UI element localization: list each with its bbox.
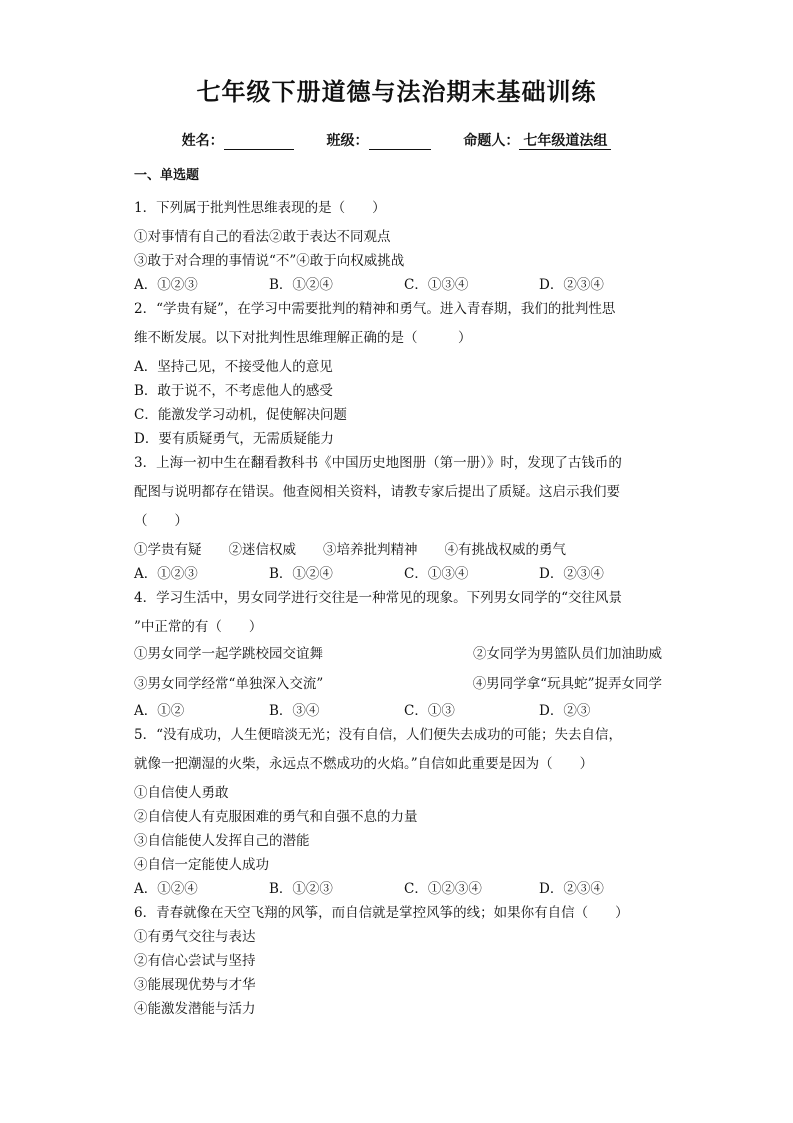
- question-5-statement: ④自信一定能使人成功: [134, 857, 269, 873]
- question-6-statement: ①有勇气交往与表达: [134, 929, 256, 945]
- question-3-options: [134, 562, 674, 586]
- question-2-stem: 维不断发展。以下对批判性思维理解正确的是（ ）: [134, 330, 472, 346]
- question-1-options: [134, 273, 674, 297]
- option-a: A．①②③: [134, 566, 198, 582]
- name-label: 姓名：: [181, 133, 224, 149]
- option-b: B．①②④: [269, 277, 333, 293]
- class-blank: [369, 135, 431, 150]
- statement-3: ③男女同学经常“单独深入交流”: [134, 676, 324, 692]
- option-a: A．①②③: [134, 277, 198, 293]
- name-field: [182, 130, 294, 150]
- header-fields: [0, 130, 793, 150]
- question-4-options: [134, 699, 674, 723]
- question-3-stem: 配图与说明都存在错误。他查阅相关资料，请教专家后提出了质疑。这启示我们要: [134, 484, 620, 500]
- option-c: C．①③④: [404, 277, 469, 293]
- statement-4: ④男同学拿“玩具蛇”捉弄女同学: [472, 676, 662, 692]
- question-4-stem: ”中正常的有（ ）: [134, 619, 263, 635]
- question-5-stem: 就像一把潮湿的火柴，永远点不燃成功的火焰。”自信如此重要是因为（ ）: [134, 756, 594, 772]
- option-c: C．①②③④: [404, 881, 482, 897]
- question-5-stem: 5．“没有成功，人生便暗淡无光；没有自信，人们便失去成功的可能；失去自信，: [134, 727, 622, 743]
- class-field: [327, 130, 431, 150]
- question-5-options: [134, 877, 674, 901]
- option-d: D．②③: [539, 703, 591, 719]
- option-d: D．②③④: [539, 566, 604, 582]
- question-5-statement: ①自信使人勇敢: [134, 785, 229, 801]
- question-2-stem: 2．“学贵有疑”，在学习中需要批判的精神和勇气。进入青春期，我们的批判性思: [134, 301, 616, 317]
- author-value: 七年级道法组: [519, 133, 611, 150]
- question-1-statement: ③敢于对合理的事情说“不”④敢于向权威挑战: [134, 253, 405, 269]
- author-label: 命题人：: [463, 133, 520, 149]
- question-1-statement: ①对事情有自己的看法②敢于表达不同观点: [134, 229, 391, 245]
- question-3-stem: 3．上海一初中生在翻看教科书《中国历史地图册（第一册）》时，发现了古钱币的: [134, 455, 622, 471]
- question-6-statement: ③能展现优势与才华: [134, 977, 256, 993]
- option-b: B．①②③: [269, 881, 333, 897]
- option-d: D．②③④: [539, 881, 604, 897]
- question-3-stem: （ ）: [134, 513, 188, 529]
- option-b: B．③④: [269, 703, 320, 719]
- name-blank: [224, 135, 294, 150]
- questions: [134, 196, 674, 1021]
- option-d: D．要有质疑勇气，无需质疑能力: [134, 431, 334, 447]
- question-4-statements: [134, 639, 674, 669]
- option-b: B．敢于说不，不考虑他人的感受: [134, 383, 333, 399]
- option-a: A．①②④: [134, 881, 198, 897]
- statement-1: ①男女同学一起学跳校园交谊舞: [134, 646, 323, 662]
- question-6-statement: ④能激发潜能与活力: [134, 1001, 256, 1017]
- question-6-stem: 6．青春就像在天空飞翔的风筝，而自信就是掌控风筝的线；如果你有自信（ ）: [134, 905, 629, 921]
- question-1-stem: 1．下列属于批判性思维表现的是（ ）: [134, 200, 386, 216]
- question-5-statement: ②自信使人有克服困难的勇气和自强不息的力量: [134, 809, 418, 825]
- option-a: A．①②: [134, 703, 185, 719]
- option-d: D．②③④: [539, 277, 604, 293]
- option-c: C．①③: [404, 703, 455, 719]
- question-3-statement: ①学贵有疑 ②迷信权威 ③培养批判精神 ④有挑战权威的勇气: [134, 542, 566, 558]
- author-field: [463, 130, 611, 150]
- option-b: B．①②④: [269, 566, 333, 582]
- question-4-stem: 4．学习生活中，男女同学进行交往是一种常见的现象。下列男女同学的“交往风景: [134, 590, 622, 606]
- option-c: C．能激发学习动机，促使解决问题: [134, 407, 347, 423]
- statement-2: ②女同学为男篮队员们加油助威: [473, 646, 662, 662]
- question-4-statements: [134, 669, 674, 699]
- option-c: C．①③④: [404, 566, 469, 582]
- section-heading: 一、单选题: [134, 168, 200, 183]
- page-title: 七年级下册道德与法治期末基础训练: [196, 77, 597, 106]
- question-6-statement: ②有信心尝试与坚持: [134, 953, 256, 969]
- class-label: 班级：: [326, 133, 369, 149]
- option-a: A．坚持己见，不接受他人的意见: [134, 359, 333, 375]
- question-5-statement: ③自信能使人发挥自己的潜能: [134, 833, 310, 849]
